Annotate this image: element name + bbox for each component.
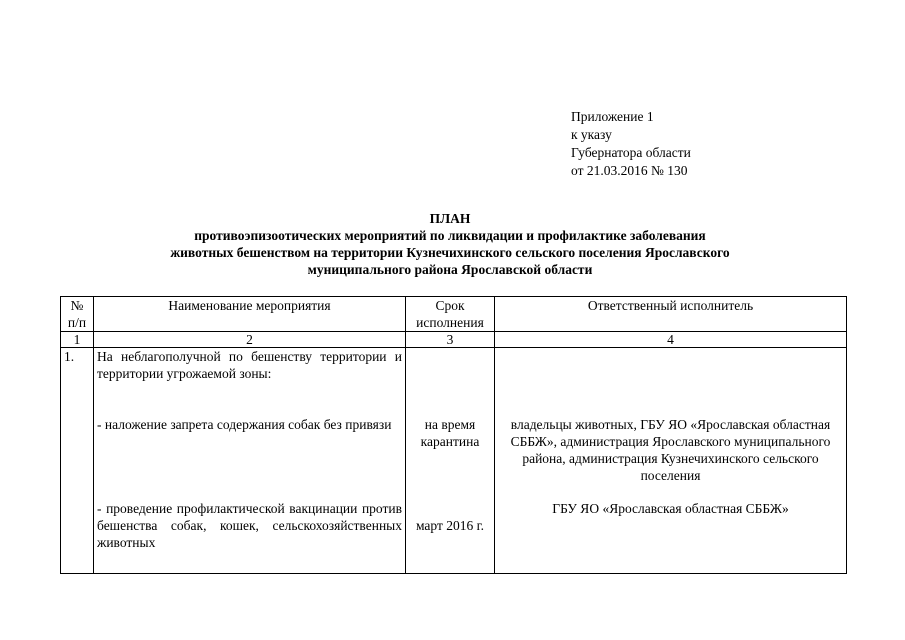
header-term-line-1: Срок bbox=[435, 298, 465, 313]
header-term-line-2: исполнения bbox=[416, 315, 484, 330]
column-number-3: 3 bbox=[406, 332, 495, 348]
column-number-row bbox=[61, 332, 847, 348]
row-number: 1. bbox=[61, 348, 94, 574]
row-terms bbox=[406, 348, 495, 574]
table-header-row bbox=[61, 297, 847, 332]
row-intro: На неблагополучной по бешенству территории и территории угрожаемой зоны: bbox=[97, 349, 402, 381]
plan-heading: ПЛАН bbox=[429, 211, 471, 226]
header-term bbox=[406, 297, 495, 332]
plan-title bbox=[130, 210, 770, 278]
plan-title-line-2: животных бешенством на территории Кузнечихинского сельского поселения Ярославского bbox=[170, 245, 730, 260]
row-actions bbox=[94, 348, 406, 574]
header-name: Наименование мероприятия bbox=[94, 297, 406, 332]
header-num bbox=[61, 297, 94, 332]
header-responsible: Ответственный исполнитель bbox=[495, 297, 847, 332]
appendix-line-4: от 21.03.2016 № 130 bbox=[571, 163, 688, 178]
header-num-line-1: № bbox=[70, 298, 84, 313]
appendix-line-3: Губернатора области bbox=[571, 145, 691, 160]
term-1: на время карантина bbox=[420, 417, 480, 449]
responsible-1: владельцы животных, ГБУ ЯО «Ярославская областная СББЖ», администрация Ярославского муниципального района, администрация Кузнечихинского сельского поселения bbox=[510, 417, 831, 483]
action-2: - проведение профилактической вакцинации против бешенства собак, кошек, сельскохозяйственных животных bbox=[97, 501, 402, 550]
plan-title-line-3: муниципального района Ярославской области bbox=[307, 262, 593, 277]
appendix-line-2: к указу bbox=[571, 127, 612, 142]
term-2: март 2016 г. bbox=[415, 518, 485, 533]
column-number-2: 2 bbox=[94, 332, 406, 348]
appendix-line-1: Приложение 1 bbox=[571, 109, 654, 124]
table-row bbox=[61, 348, 847, 574]
header-num-line-2: п/п bbox=[67, 315, 87, 330]
appendix-block bbox=[571, 108, 691, 180]
responsible-2: ГБУ ЯО «Ярославская областная СББЖ» bbox=[552, 501, 789, 516]
column-number-4: 4 bbox=[495, 332, 847, 348]
column-number-1: 1 bbox=[61, 332, 94, 348]
action-1: - наложение запрета содержания собак без привязи bbox=[97, 417, 392, 432]
row-responsible bbox=[495, 348, 847, 574]
plan-table bbox=[60, 296, 847, 574]
plan-title-line-1: противоэпизоотических мероприятий по ликвидации и профилактике заболевания bbox=[194, 228, 706, 243]
